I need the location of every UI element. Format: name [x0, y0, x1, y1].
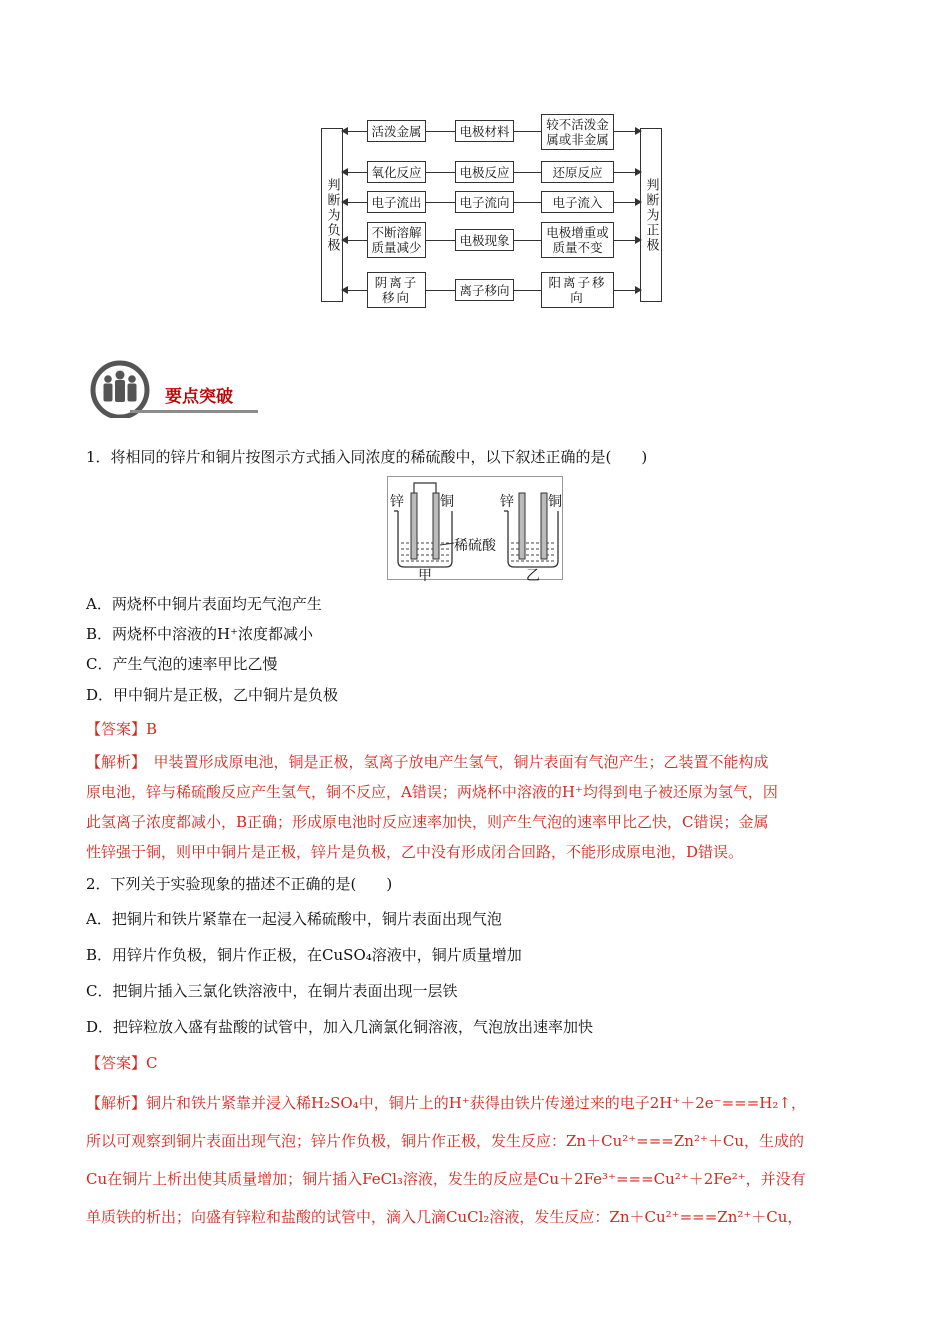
connector — [426, 202, 455, 203]
arrow-left — [343, 240, 367, 241]
answer-value: C — [146, 1054, 158, 1072]
connector — [426, 172, 455, 173]
q1-option-c: C．产生气泡的速率甲比乙慢 — [86, 655, 278, 673]
connector — [514, 290, 541, 291]
negative-box: 不断溶解质量减少 — [367, 222, 426, 258]
connector — [426, 131, 455, 132]
copper-label-jia: 铜 — [440, 494, 454, 510]
connector — [426, 290, 455, 291]
arrow-right — [614, 131, 640, 132]
arrow-right — [614, 290, 640, 291]
zinc-label-jia: 锌 — [390, 494, 404, 510]
q1-explanation — [86, 747, 868, 867]
zinc-label-yi: 锌 — [500, 494, 514, 510]
explanation-line: 【解析】 甲装置形成原电池，铜是正极，氢离子放电产生氢气，铜片表面有气泡产生；乙装置不能构成 — [86, 753, 769, 771]
arrow-left — [343, 172, 367, 173]
criterion-box: 离子移向 — [455, 279, 514, 301]
beaker-figure — [387, 476, 563, 584]
negative-box: 阴离子移向 — [367, 272, 426, 308]
arrow-right — [614, 202, 640, 203]
arrow-left — [343, 131, 367, 132]
explanation-line: 单质铁的析出；向盛有锌粒和盐酸的试管中，滴入几滴CuCl₂溶液，发生反应：Zn＋Cu²⁺===Zn²⁺＋Cu， — [86, 1208, 803, 1226]
beaker-jia-label: 甲 — [418, 568, 432, 584]
criterion-box: 电极材料 — [455, 120, 514, 142]
positive-box: 电极增重或质量不变 — [541, 222, 614, 258]
q2-option-c: C．把铜片插入三氯化铁溶液中，在铜片表面出现一层铁 — [86, 982, 458, 1000]
explanation-label: 【解析】 — [86, 1094, 147, 1112]
acid-label: 稀硫酸 — [454, 538, 496, 554]
explanation-line: 此氢离子浓度都减小，B正确；形成原电池时反应速率加快，则产生气泡的速率甲比乙快，C错误；金属 — [86, 813, 769, 831]
connector — [514, 240, 541, 241]
connector — [514, 172, 541, 173]
criterion-box: 电子流向 — [455, 191, 514, 213]
answer-label: 【答案】 — [86, 1054, 147, 1072]
section-header — [88, 360, 258, 418]
connector — [514, 202, 541, 203]
q2-explanation — [86, 1084, 868, 1236]
criterion-box: 电极反应 — [455, 161, 514, 183]
arrow-left — [343, 202, 367, 203]
arrow-left — [343, 290, 367, 291]
question-1-stem: 1．将相同的锌片和铜片按图示方式插入同浓度的稀硫酸中，以下叙述正确的是( ) — [86, 448, 648, 466]
section-underline — [130, 410, 258, 413]
connector — [426, 240, 455, 241]
arrow-right — [614, 172, 640, 173]
connector — [514, 131, 541, 132]
arrow-right — [614, 240, 640, 241]
q1-answer — [86, 719, 157, 739]
q1-option-d: D．甲中铜片是正极，乙中铜片是负极 — [86, 686, 339, 704]
explanation-line: 【解析】铜片和铁片紧靠并浸入稀H₂SO₄中，铜片上的H⁺获得由铁片传递过来的电子2H⁺＋2e⁻===H₂↑， — [86, 1094, 806, 1112]
beaker-diagram — [388, 477, 562, 579]
copper-label-yi: 铜 — [548, 494, 562, 510]
answer-value: B — [146, 720, 158, 738]
q2-answer — [86, 1053, 158, 1073]
positive-judgement-label: 判断为正极 — [643, 177, 659, 253]
q1-option-a: A．两烧杯中铜片表面均无气泡产生 — [86, 595, 322, 613]
q2-option-b: B．用锌片作负极，铜片作正极，在CuSO₄溶液中，铜片质量增加 — [86, 946, 522, 964]
q2-option-a: A．把铜片和铁片紧靠在一起浸入稀硫酸中，铜片表面出现气泡 — [86, 910, 502, 928]
positive-box: 还原反应 — [541, 161, 614, 183]
question-2-stem: 2．下列关于实验现象的描述不正确的是( ) — [86, 875, 393, 893]
explanation-line: 原电池，锌与稀硫酸反应产生氢气，铜不反应，A错误；两烧杯中溶液的H⁺均得到电子被还原为氢气，因 — [86, 783, 778, 801]
positive-judgement-bar — [640, 128, 662, 302]
explanation-line: 所以可观察到铜片表面出现气泡；锌片作负极，铜片作正极，发生反应：Zn＋Cu²⁺===Zn²⁺＋Cu，生成的 — [86, 1132, 805, 1150]
positive-box: 较不活泼金属或非金属 — [541, 114, 614, 150]
explanation-line: 性锌强于铜，则甲中铜片是正极，锌片是负极，乙中没有形成闭合回路，不能形成原电池，D错误。 — [86, 843, 744, 861]
answer-label: 【答案】 — [86, 720, 147, 738]
positive-box: 阳离子移向 — [541, 272, 614, 308]
explanation-label: 【解析】 — [86, 753, 139, 771]
q2-option-d: D．把锌粒放入盛有盐酸的试管中，加入几滴氯化铜溶液，气泡放出速率加快 — [86, 1018, 594, 1036]
q1-option-b: B．两烧杯中溶液的H⁺浓度都减小 — [86, 625, 314, 643]
section-title: 要点突破 — [165, 387, 233, 407]
negative-judgement-bar — [321, 128, 343, 302]
negative-box: 电子流出 — [367, 191, 426, 213]
negative-judgement-label: 判断为负极 — [324, 177, 340, 253]
negative-box: 活泼金属 — [367, 120, 426, 142]
negative-box: 氧化反应 — [367, 161, 426, 183]
explanation-line: Cu在铜片上析出使其质量增加；铜片插入FeCl₃溶液，发生的反应是Cu＋2Fe³⁺===Cu²⁺＋2Fe²⁺，并没有 — [86, 1170, 806, 1188]
positive-box: 电子流入 — [541, 191, 614, 213]
beaker-yi-label: 乙 — [526, 568, 540, 584]
criterion-box: 电极现象 — [455, 229, 514, 251]
